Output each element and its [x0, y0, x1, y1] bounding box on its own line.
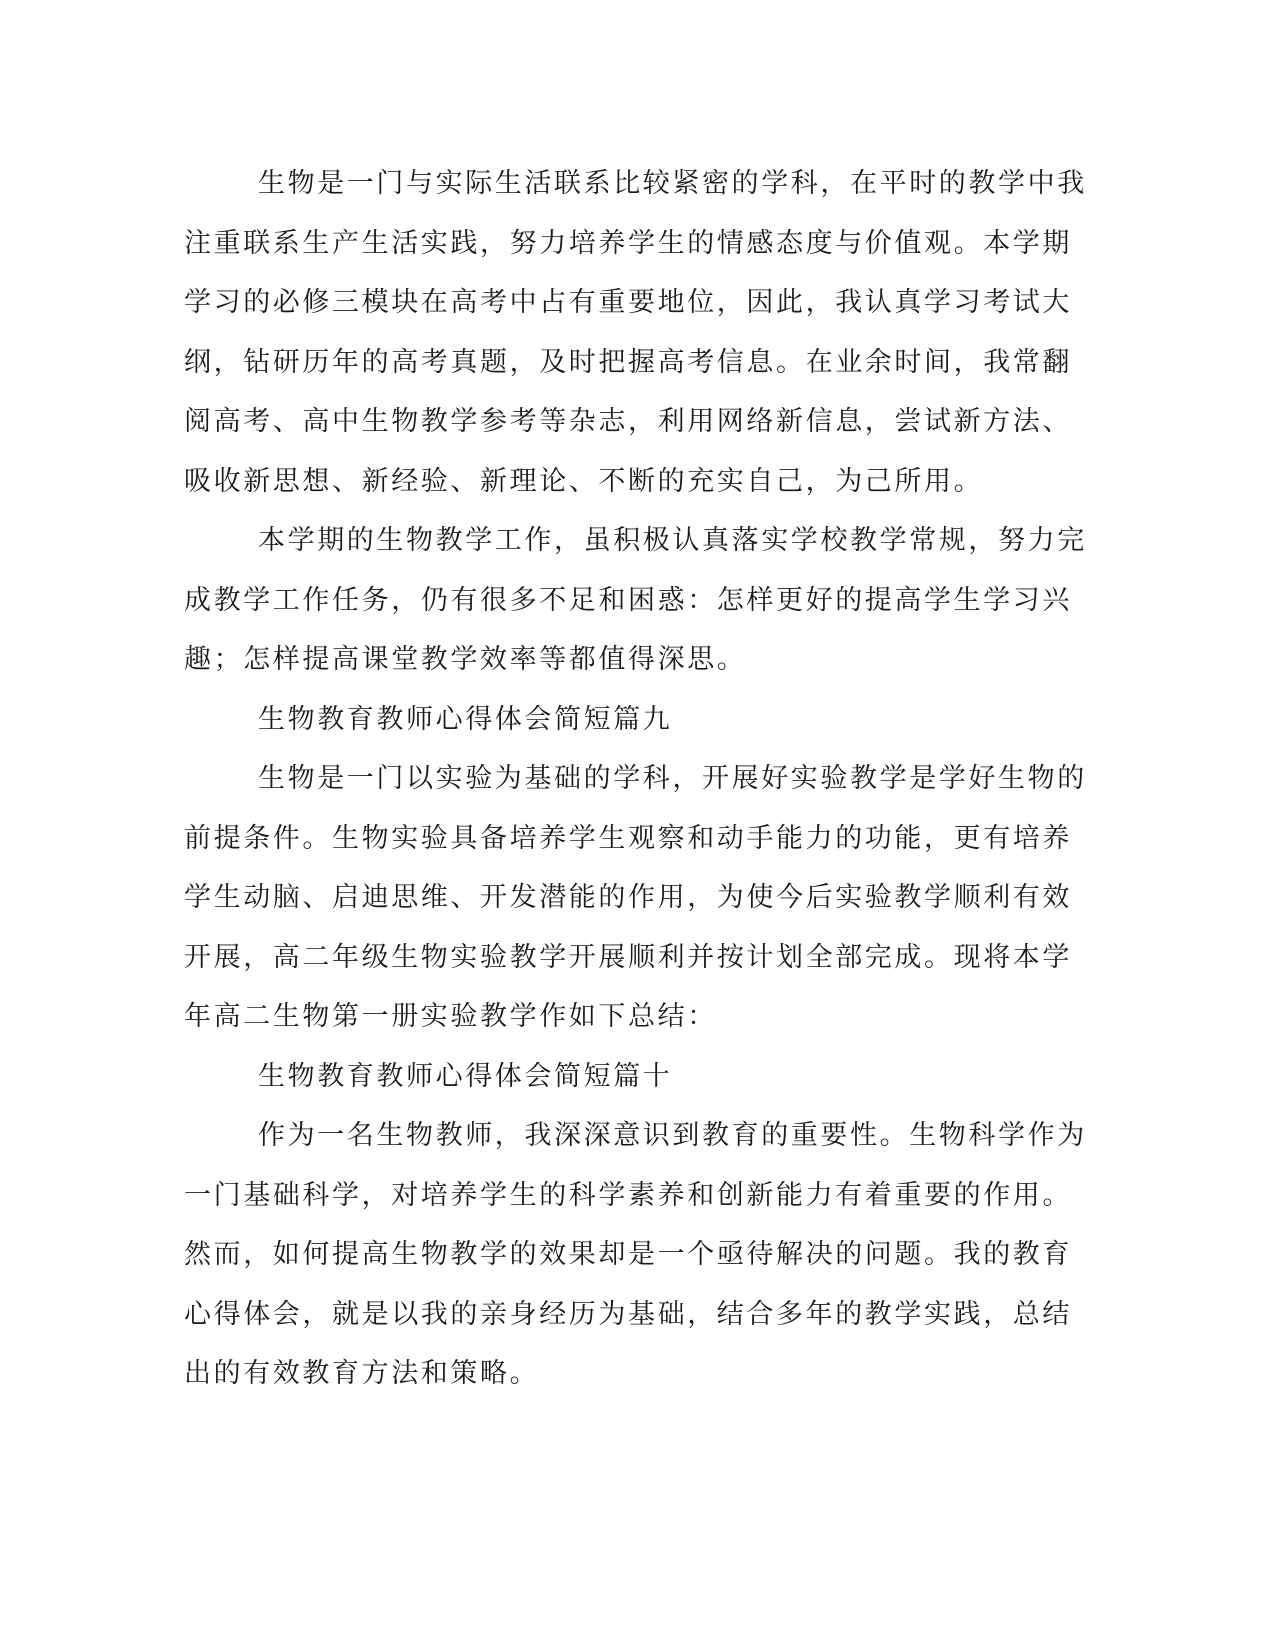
paragraph-4 — [184, 1106, 1087, 1404]
text-line: 开展，高二年级生物实验教学开展顺利并按计划全部完成。现将本学 — [184, 941, 1072, 973]
text-line: 注重联系生产生活实践，努力培养学生的情感态度与价值观。本学期 — [184, 227, 1072, 259]
paragraph-1 — [184, 154, 1087, 511]
text-line: 然而，如何提高生物教学的效果却是一个亟待解决的问题。我的教育 — [184, 1239, 1072, 1270]
text-line: 学习的必修三模块在高考中占有重要地位，因此，我认真学习考试大 — [184, 287, 1072, 318]
paragraph-2 — [184, 511, 1087, 690]
text-line: 作为一名生物教师，我深深意识到教育的重要性。生物科学作为 — [258, 1120, 1087, 1151]
text-line: 学生动脑、启迪思维、开发潜能的作用，为使今后实验教学顺利有效 — [184, 882, 1072, 913]
text-line: 纲，钻研历年的高考真题，及时把握高考信息。在业余时间，我常翻 — [184, 346, 1072, 378]
text-line: 趣；怎样提高课堂教学效率等都值得深思。 — [184, 644, 747, 675]
text-line: 阅高考、高中生物教学参考等杂志，利用网络新信息，尝试新方法、 — [184, 406, 1072, 437]
text-line: 生物是一门以实验为基础的学科，开展好实验教学是学好生物的 — [258, 763, 1087, 794]
section-heading-10 — [184, 1047, 1044, 1107]
text-line: 生物是一门与实际生活联系比较紧密的学科，在平时的教学中我 — [258, 168, 1087, 199]
text-line: 心得体会，就是以我的亲身经历为基础，结合多年的教学实践，总结 — [184, 1298, 1072, 1330]
text-line: 前提条件。生物实验具备培养学生观察和动手能力的功能，更有培养 — [184, 822, 1072, 854]
paragraph-3 — [184, 749, 1087, 1047]
text-line: 一门基础科学，对培养学生的科学素养和创新能力有着重要的作用。 — [184, 1179, 1072, 1211]
text-line: 本学期的生物教学工作，虽积极认真落实学校教学常规，努力完 — [258, 525, 1087, 556]
heading-text: 生物教育教师心得体会简短篇九 — [258, 703, 673, 735]
text-line: 吸收新思想、新经验、新理论、不断的充实自己，为己所用。 — [184, 465, 984, 497]
text-line: 成教学工作任务，仍有很多不足和困惑：怎样更好的提高学生学习兴 — [184, 584, 1072, 616]
document-body — [184, 154, 1087, 1404]
heading-text: 生物教育教师心得体会简短篇十 — [258, 1060, 673, 1092]
text-line: 出的有效教育方法和策略。 — [184, 1358, 540, 1389]
section-heading-9 — [184, 690, 1044, 750]
text-line: 年高二生物第一册实验教学作如下总结： — [184, 1001, 717, 1032]
